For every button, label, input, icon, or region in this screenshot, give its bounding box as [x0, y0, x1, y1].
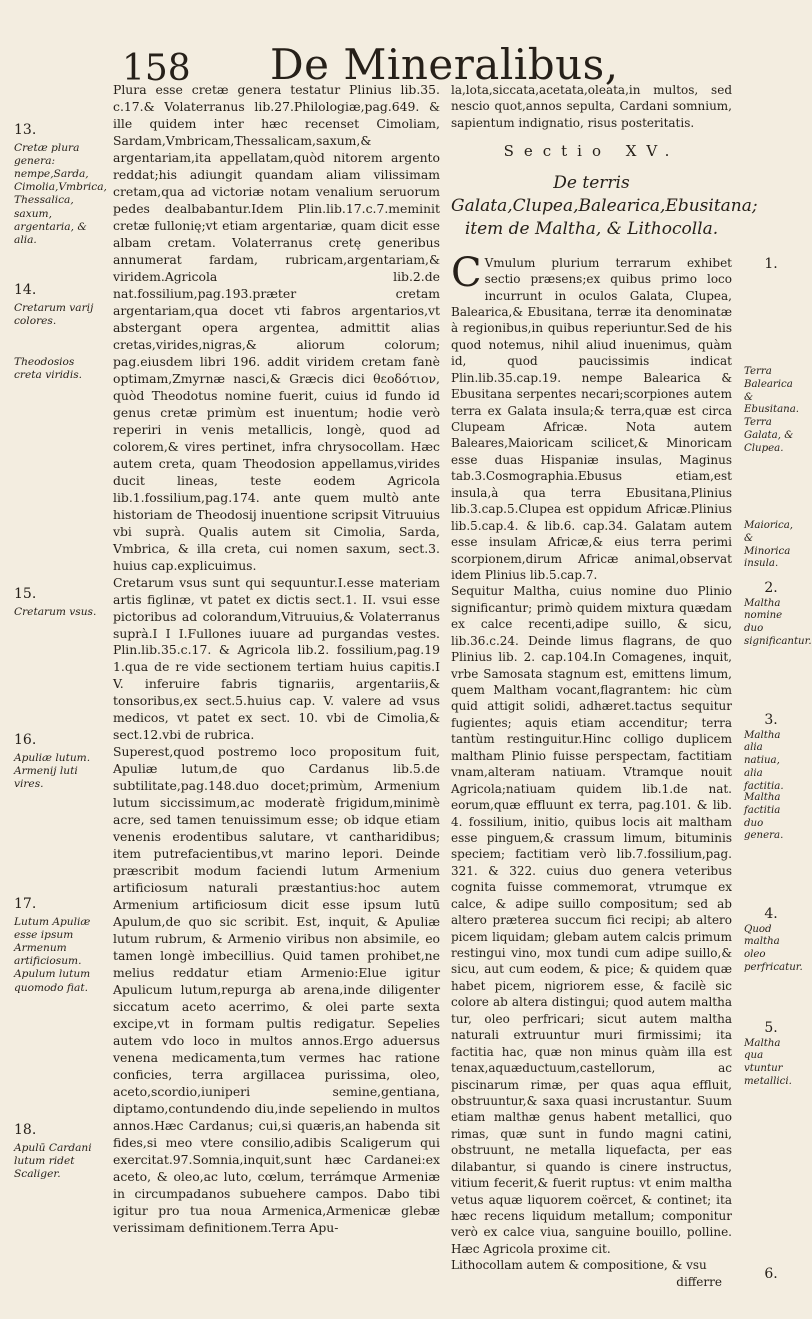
- section-heading: Sectio XV.: [503, 142, 680, 161]
- paragraph: Superest,quod postremo loco propositum fuit, Apuliæ lutum,de quo Cardanus lib.5.de subtilitate,pag.148.duo docet;primùm, Armenium lutum siccissimum,ac moderatè frigidum,minimè acre, sed tamen tenuissimum esse; ob idque etiam venenis erodentibus salutare, vt cantharidibus; item putrefacientibus,vt marino lepori. Deinde præscribit modum faciendi lutum Armenium artificiosum naturali præstantius:hoc autem Armenium artificiosum dicit esse ipsum lutū Apulum,de quo sic scribit. Est, inquit, & Apuliæ lutum rubrum, & Armenio viribus non absimile, eo tamen longè imbecillius. Quid tamen prohibet,ne melius reddatur etiam Armenio:Elue igitur Apulicum lutum,repurga ab arena,inde diligenter siccatum aceto acerrimo, & olei parte sexta excipe,vt in formam pultis redigatur. Sepelies autem vdo loco in multos annos.Ergo aduersus venena medicamenta,tum vermes hac ratione conficies, terra argillacea purissima, oleo, aceto,scordio,iuniperi semine,gentiana, diptamo,contundendo diu,inde sepeliendo in multos annos.Hæc Cardanus; cui,si quæris,an habenda sit fides,si meo vtere consilio,adibis Scaligerum qui exercitat.97.Somnia,inquit,sunt hæc Cardanei:ex aceto, & oleo,ac luto, cœlum, terrámque Armeniæ in circumpadanos subuehere campos. Dabo tibi igitur pro tua noua Armenica,Armenicæ glebæ verissimam definitionem.Terra Apu-: [113, 744, 440, 1235]
- margin-note-right: 4. Quod maltha oleo perfricatur.: [744, 906, 803, 973]
- paragraph: Cretarum vsus sunt qui sequuntur.I.esse materiam artis figlinæ, vt patet ex dictis sect.1. II. vsui esse pictoribus ad colorandum,Vitruuius,& Volaterranus suprà.I I I.Fullones iuuare ad purgandas vestes. Plin.lib.35.c.17. & Agricola lib.2. fossilium,pag.19 1.qua de re vide sectionem tertiam huius capitis.I V. inferuire fabris tignariis, argentariis,& tonsoribus,ex sect.5.huius cap. V. valere ad vsus medicos, vt patet ex sect. 10. vbi de Cimolia,& sect.12.vbi de rubrica.: [113, 574, 440, 743]
- margin-note-left: 16. Apuliæ lutum. Armenij luti vires.: [14, 732, 91, 790]
- catchword: differre: [676, 1274, 722, 1289]
- drop-cap: C: [451, 249, 482, 296]
- left-text-column: [113, 82, 440, 1237]
- margin-note-right: Maltha factitia duo genera.: [744, 792, 784, 842]
- page-number: 158: [122, 48, 191, 89]
- margin-note-right: Maiorica, & Minorica insula.: [744, 520, 794, 570]
- paragraph: C Vmulum plurium terrarum exhibet sectio præsens;ex quibus primo loco incurrunt in oculos Galata, Clupea, Balearica,& Ebusitana, terræ ita denominatæ à regionibus,in quibus reperiuntur.Sed de his quod notemus, nihil aliud inuenimus, quàm id, quod paucissimis indicat Plin.lib.35.cap.19. nempe Balearica & Ebusitana serpentes necari;scorpiones autem terra ex Galata insula;& terra,quæ est circa Clupeam Africæ. Nota autem Baleares,Maioricam scilicet,& Minoricam esse duas Hispaniæ insulas, Maginus tab.3.Cosmographia.Ebusus etiam,est insula,à qua terra Ebusitana,Plinius lib.3.cap.5.Clupea est oppidum Africæ.Plinius lib.5.cap.4. & lib.6. cap.34. Galatam autem esse insulam Africæ,& eius terra perimi scorpionem,dirum Africæ animal,observat idem Plinius lib.5.cap.7.: [451, 249, 732, 582]
- paragraph: Plura esse cretæ genera testatur Plinius lib.35. c.17.& Volaterranus lib.27.Philologiæ,pag.649. & ille quidem inter hæc recenset Cimoliam, Sardam,Vmbricam,Thessalicam,saxum,& argentariam,ita appellatam,quòd nitorem argento reddat;his adiungit quandam aliam vilissimam cretam,qua ad victoriæ notam venalium seruorum pedes dealbabantur.Idem Plin.lib.17.c.7.meminit cretæ fullonię;vt etiam argentariæ, quam dicit esse albam cretam. Volaterranus cretę generibus annumerat fardam, rubricam,argentariam,& viridem.Agricola lib.2.de nat.fossilium,pag.193.præter cretam argentariam,qua docet vti fabros argentarios,vt abstergant opera argentea, admittit alias cretas,virides,nigras,& aliorum colorum; pag.eiusdem libri 196. addit viridem cretam fanè optimam,Zmyrnæ nasci,& Græcis dici θεοδότιον, quòd Theodotus nomine fuerit, cuius id fundo id genus cretæ primùm est inuentum; hodie verò reperiri in venis metallicis, longè, quod ad colorem,& vires pertinet, infra chrysocollam. Hæc autem creta, quam Theodosion appellamus,virides ducit lineas, teste eodem Agricola lib.1.fossilium,pag.174. ante quem multò ante historiam de Theodosij inuentione scripsit Vitruuius vbi suprà. Qualis autem sit Cimolia, Sarda, Vmbrica, & illa creta, cui nomen saxum, sect.3. huius cap.explicuimus.: [113, 82, 440, 573]
- section-title: De terris Galata,Clupea,Balearica,Ebusitana; item de Maltha, & Lithocolla.: [451, 172, 758, 239]
- margin-note-right: 6.: [764, 1266, 778, 1282]
- running-title: De Mineralibus,: [270, 40, 619, 89]
- margin-note-left: Theodosios creta viridis.: [14, 356, 83, 382]
- paragraph: Lithocollam autem & compositione, & vsu: [451, 1258, 707, 1273]
- right-text-column: [451, 82, 758, 1290]
- margin-note-right: Terra Balearica & Ebusitana. Terra Galata, & Clupea.: [744, 366, 800, 454]
- margin-note-left: 17. Lutum Apuliæ esse ipsum Armenum artificiosum. Apulum lutum quomodo fiat.: [14, 896, 91, 994]
- paragraph: Sequitur Maltha, cuius nomine duo Plinio significantur; primò quidem mixtura quædam ex calce recenti,adipe suillo, & sicu, lib.36.c.24. Deinde limus flagrans, de quo Plinius lib. 2. cap.104.In Comagenes, inquit, vrbe Samosata stagnum est, emittens limum, quem Maltham vocant,flagrantem: hic cùm quid attigit solidi, adhæret.tactus sequitur fugientes; aquis etiam accenditur; terra tantùm restinguitur.Hinc colligo duplicem maltham Plinio fuisse perspectam, factitiam vnam,alteram natiuam. Vtramque nouit Agricola;natiuam quidem lib.1.de nat. eorum,quæ effluunt ex terra, pag.101. & lib. 4. fossilium, initio, quibus locis ait maltham esse pinguem,& crassum limum, bituminis speciem; factitiam verò lib.7.fossilium,pag. 321. & 322. cuius duo genera veteribus cognita fuisse commemorat, vtrumque ex calce, & adipe suillo compositum; sed ab altero præterea succum fici recipi; ab altero picem liquidam; glebam autem calcis primum restingui vino, mox tundi cum adipe suillo,& sicu, aut cum eodem, & pice; & quidem quæ habet picem, nigriorem esse, & facilè sic colore ab altera distingui; quod autem maltha tur, oleo perfricari; sicut autem maltha naturali extruuntur muri firmissimi; ita factitia hac, quæ non minus quàm illa est tenax,aquæductuum,castellorum, ac piscinarum rimæ, per quas aqua effluit, obstruuntur,& saxa quasi incrustantur. Suum etiam malthæ genus habent metallici, quo rimas, quæ sunt in fundo magni catini, obstruunt, ne metalla liquefacta, per eas dilabantur, si quando is cinere instructus, vitium fecerit,& fuerit ruptus: vt enim maltha vetus aquæ liquorem coërcet, & continet; ita hæc recens liquidum metallum; componitur verò ex calce viua, sanguine bouillo, polline. Hæc Agricola proxime cit.: [451, 584, 732, 1256]
- margin-note-left: 18. Apulū Cardani lutum ridet Scaliger.: [14, 1122, 92, 1180]
- margin-note-left: 13. Cretæ plura genera: nempe,Sarda, Cimolia,Vmbrica, Thessalica, saxum, argentaria, & alia.: [14, 122, 107, 247]
- margin-note-right: 2. Maltha nomine duo significantur.: [744, 580, 812, 647]
- margin-note-right: 3. Maltha alia natiua, alia factitia.: [744, 712, 784, 792]
- margin-note-right: 5. Maltha qua vtuntur metallici.: [744, 1020, 792, 1087]
- margin-note-left: 14. Cretarum varij colores.: [14, 282, 94, 327]
- paragraph: la,lota,siccata,acetata,oleata,in multos, sed nescio quot,annos sepulta, Cardani somnium, sapientum indignatio, risus posteritatis.: [451, 83, 732, 130]
- margin-note-left: 15. Cretarum vsus.: [14, 586, 97, 618]
- margin-note-right: 1.: [764, 256, 778, 272]
